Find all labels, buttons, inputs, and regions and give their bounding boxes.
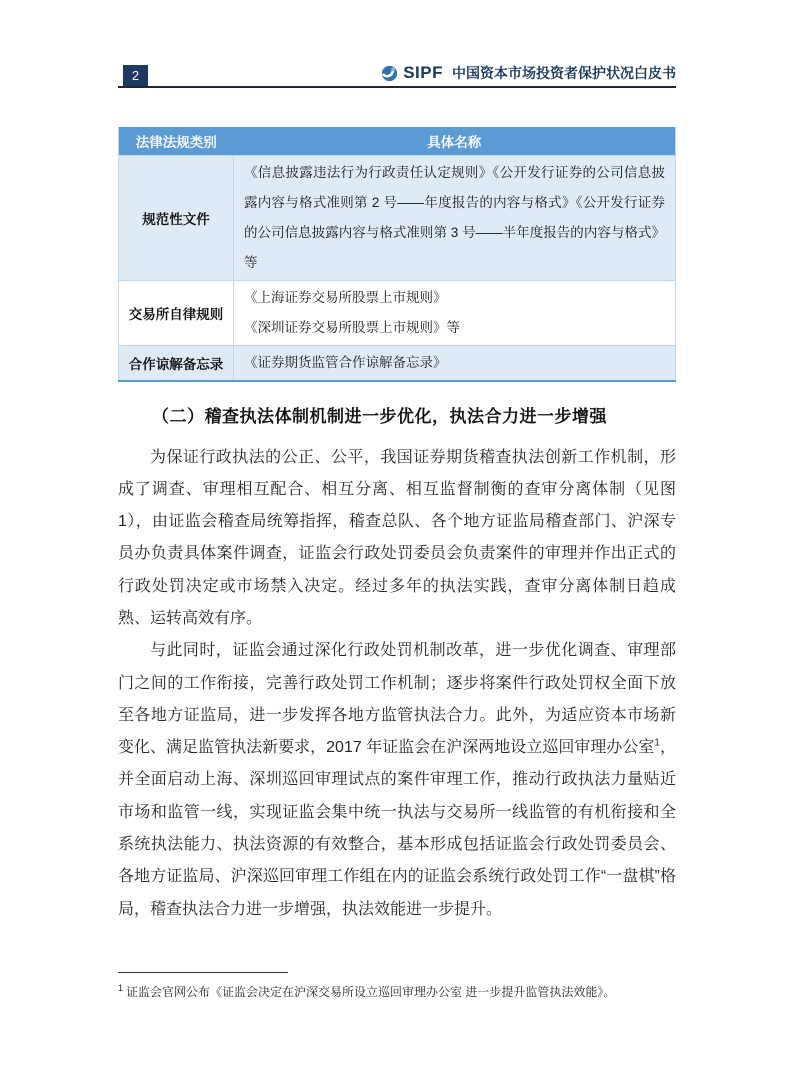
content-cell [234,280,676,345]
footnote-text: 证监会官网公布《证监会决定在沪深交易所设立巡回审理办公室 进一步提升监管执法效能》。 [126,984,616,999]
content-cell [234,155,676,280]
footnote-divider [118,972,288,973]
body-paragraph-1: 为保证行政执法的公正、公平，我国证券期货稽查执法创新工作机制，形成了调查、审理相互配合、相互分离、相互监督制衡的查审分离体制（见图 1），由证监会稽查局统筹指挥，稽查总队、各个地方证监局稽查部门、沪深专员办负责具体案件调查，证监会行政处罚委员会负责案件的审理并作出正式的行政处罚决定或市场禁入决定。经过多年的执法实践，查审分离体制日趋成熟、运转高效有序。 [118,448,676,627]
sipf-logo-text: SIPF [403,63,443,82]
page-number-badge: 2 [123,65,148,86]
header-brand [381,63,676,86]
table-row [119,345,676,381]
footnote-reference-superscript: 1 [654,737,660,749]
footnote-marker-superscript: 1 [118,982,124,993]
header-title: 中国资本市场投资者保护状况白皮书 [452,65,676,81]
regulations-table [118,127,676,382]
table-row [119,155,676,280]
cell-text: 《深圳证券交易所股票上市规则》等 [244,319,460,335]
paragraph-2-text-continued: ，并全面启动上海、深圳巡回审理试点的案件审理工作，推动行政执法力量贴近市场和监管一线，实现证监会集中统一执法与交易所一线监管的有机衔接和全系统执法能力、执法资源的有效整合，基本形成包括证监会行政处罚委员会、各地方证监局、沪深巡回审理工作组在内的证监会系统行政处罚工作“一盘棋”格局，稽查执法合力进一步增强，执法效能进一步提升。 [118,739,676,918]
cell-text: 《信息披露违法行为行政责任认定规则》《公开发行证券的公司信息披露内容与格式准则第 2 号——年度报告的内容与格式》《公开发行证券的公司信息披露内容与格式准则第 3 号——半年度报告的内容与格式》等 [244,164,665,270]
category-cell: 合作谅解备忘录 [119,345,234,381]
column-header-name: 具体名称 [234,127,676,155]
footnote [118,983,676,1002]
table-header-row [119,127,676,155]
header-divider [118,86,676,88]
cell-text: 《证券期货监管合作谅解备忘录》 [244,354,447,370]
cell-text: 《上海证券交易所股票上市规则》 [244,289,447,305]
content-cell [234,345,676,381]
sipf-globe-logo-icon [381,65,398,82]
category-cell: 交易所自律规则 [119,280,234,345]
column-header-category: 法律法规类别 [119,127,234,155]
table-row [119,280,676,345]
section-heading: （二）稽查执法体制机制进一步优化，执法合力进一步增强 [152,406,607,426]
footnote-area [118,972,676,1002]
page-header [118,0,676,86]
body-paragraph-2 [118,635,676,926]
paragraph-2-text: 与此同时，证监会通过深化行政处罚机制改革，进一步优化调查、审理部门之间的工作衔接，完善行政处罚工作机制；逐步将案件行政处罚权全面下放至各地方证监局，进一步发挥各地方监管执法合力。此外，为适应资本市场新变化、满足监管执法新要求，2017 年证监会在沪深两地设立巡回审理办公室 [118,642,676,757]
category-cell: 规范性文件 [119,155,234,280]
